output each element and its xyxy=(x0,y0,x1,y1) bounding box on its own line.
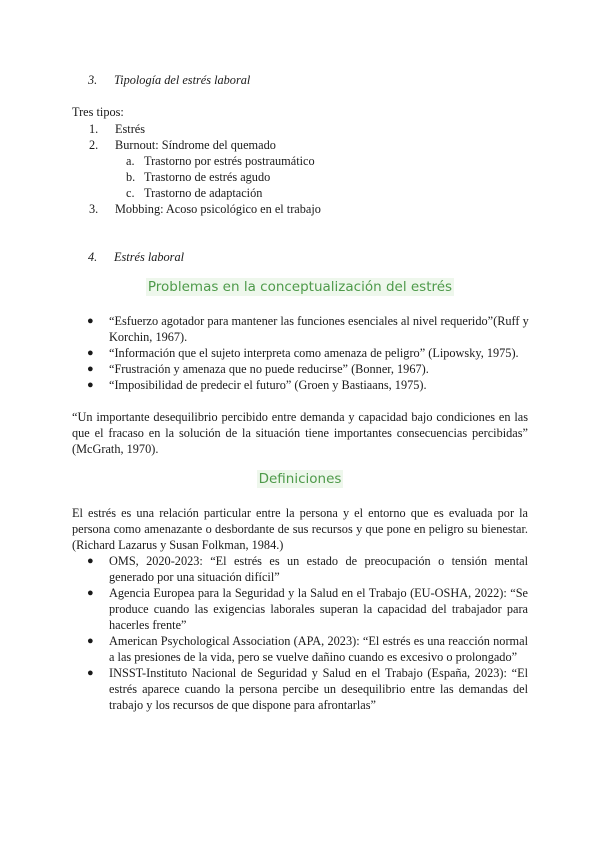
problem-item-3-text: “Frustración y amenaza que no puede reducirse” (Bonner, 1967). xyxy=(109,362,429,376)
bullet-icon: ● xyxy=(87,363,94,375)
type-item-2-number: 2. xyxy=(89,138,99,152)
bullet-icon: ● xyxy=(87,635,94,647)
section-3-number: 3. xyxy=(88,73,98,87)
problems-heading-text: Problemas en la conceptualización del estrés xyxy=(147,279,453,295)
problem-item-1 xyxy=(87,313,529,345)
definition-item-1-text: OMS, 2020-2023: “El estrés es un estado de preocupación o tensión mental generado por una situación difícil” xyxy=(109,554,528,584)
problem-item-3 xyxy=(87,361,529,377)
problem-item-2 xyxy=(87,345,529,361)
subtype-b-letter: b. xyxy=(126,170,136,184)
section-4-heading xyxy=(88,249,184,265)
definition-intro: El estrés es una relación particular entre la persona y el entorno que es evaluada por la persona como amenazante o desbordante de sus recursos y que pone en peligro su bienestar. (Richard Lazarus y Susan Folkman, 1984.) xyxy=(72,506,528,552)
subtype-item-c xyxy=(126,185,262,201)
bullet-icon: ● xyxy=(87,347,94,359)
subtype-c-label: Trastorno de adaptación xyxy=(144,186,263,200)
subtype-b-label: Trastorno de estrés agudo xyxy=(144,170,271,184)
type-item-3-label: Mobbing: Acoso psicológico en el trabajo xyxy=(115,202,321,216)
section-3-heading xyxy=(88,72,250,88)
problem-item-4-text: “Imposibilidad de predecir el futuro” (Groen y Bastiaans, 1975). xyxy=(109,378,427,392)
type-item-2 xyxy=(89,137,276,153)
problem-item-1-text: “Esfuerzo agotador para mantener las funciones esenciales al nivel requerido”(Ruff y Korchin, 1967). xyxy=(109,314,529,344)
bullet-icon: ● xyxy=(87,667,94,679)
definition-item-3-text: American Psychological Association (APA, 2023): “El estrés es una reacción normal a las presiones de la vida, pero se vuelve dañino cuando es excesivo o prolongado” xyxy=(109,634,528,664)
mcgrath-quote: “Un importante desequilibrio percibido entre demanda y capacidad bajo condiciones en las que el fracaso en la solución de la situación tiene importantes consecuencias percibidas” (McGrath, 1970). xyxy=(72,410,528,456)
definition-item-4-text: INSST-Instituto Nacional de Seguridad y Salud en el Trabajo (España, 2023): “El estrés aparece cuando la persona percibe un desequilibrio entre las demandas del trabajo y los recursos de que dispone para afrontarlas” xyxy=(109,666,528,712)
definition-item-4 xyxy=(87,665,528,713)
subtype-item-a xyxy=(126,153,315,169)
bullet-icon: ● xyxy=(87,379,94,391)
problem-item-4 xyxy=(87,377,529,393)
definitions-heading-text: Definiciones xyxy=(258,471,342,487)
type-item-2-label: Burnout: Síndrome del quemado xyxy=(115,138,276,152)
subtype-item-b xyxy=(126,169,270,185)
definition-item-2 xyxy=(87,585,528,633)
definition-item-2-text: Agencia Europea para la Seguridad y la Salud en el Trabajo (EU-OSHA, 2022): “Se produce cuando las exigencias laborales superan la capacidad del trabajador para hacerles frente” xyxy=(109,586,528,632)
bullet-icon: ● xyxy=(87,587,94,599)
definition-item-3 xyxy=(87,633,528,665)
bullet-icon: ● xyxy=(87,315,94,327)
bullet-icon: ● xyxy=(87,555,94,567)
type-item-1-label: Estrés xyxy=(115,122,146,136)
problem-item-2-text: “Información que el sujeto interpreta como amenaza de peligro” (Lipowsky, 1975). xyxy=(109,346,519,360)
type-item-3 xyxy=(89,201,321,217)
type-item-1-number: 1. xyxy=(89,122,99,136)
section-4-number: 4. xyxy=(88,250,98,264)
types-intro: Tres tipos: xyxy=(72,105,124,119)
section-4-title: Estrés laboral xyxy=(114,250,185,264)
definitions-heading xyxy=(0,470,600,488)
type-item-1 xyxy=(89,121,145,137)
subtype-a-label: Trastorno por estrés postraumático xyxy=(144,154,315,168)
definition-item-1 xyxy=(87,553,528,585)
section-3-title: Tipología del estrés laboral xyxy=(114,73,251,87)
subtype-c-letter: c. xyxy=(126,186,135,200)
problems-heading xyxy=(0,278,600,296)
type-item-3-number: 3. xyxy=(89,202,99,216)
subtype-a-letter: a. xyxy=(126,154,135,168)
